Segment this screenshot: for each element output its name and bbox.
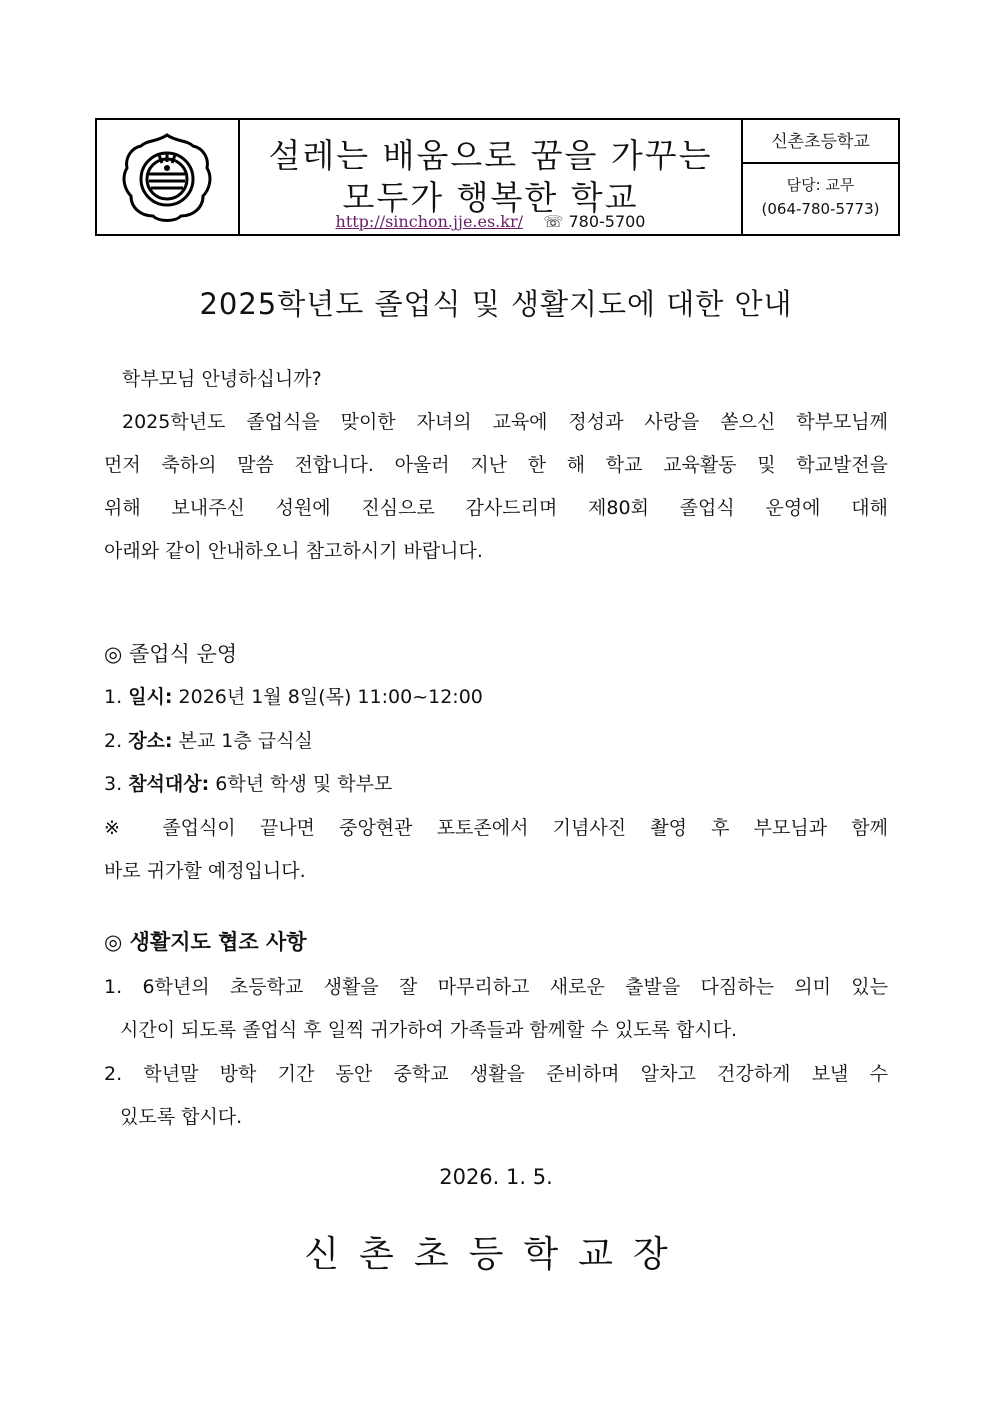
- header-box: [95, 118, 900, 236]
- ceremony-item-time: [104, 684, 888, 710]
- item-label: 일시:: [128, 686, 173, 708]
- phone-icon: ☏: [543, 212, 564, 231]
- item-label: 장소:: [128, 730, 173, 752]
- item-number: 3.: [104, 773, 123, 795]
- guidance-item-1-line-1: 1. 6학년의 초등학교 생활을 잘 마무리하고 새로운 출발을 다짐하는 의미 있는: [104, 976, 888, 998]
- ceremony-item-place: [104, 728, 888, 754]
- intro-line-4: 아래와 같이 안내하오니 참고하시기 바랍니다.: [104, 540, 483, 562]
- ceremony-note-line-1: ※ 졸업식이 끝나면 중앙현관 포토존에서 기념사진 촬영 후 부모님과 함께: [104, 817, 888, 839]
- slogan-line-2: 모두가 행복한 학교: [342, 178, 639, 217]
- document-date: 2026. 1. 5.: [439, 1165, 553, 1189]
- guidance-item-2-line-2: 있도록 합시다.: [120, 1106, 243, 1128]
- principal-signature: 신촌초등학교장: [304, 1234, 688, 1275]
- greeting: 학부모님 안녕하십니까?: [122, 368, 322, 390]
- logo-cell: [97, 120, 240, 234]
- item-value: 2026년 1월 8일(목) 11:00~12:00: [178, 686, 483, 708]
- intro-line-3: 위해 보내주신 성원에 진심으로 감사드리며 제80회 졸업식 운영에 대해: [104, 497, 888, 519]
- school-emblem-icon: [119, 132, 215, 222]
- school-website-link[interactable]: http://sinchon.jje.es.kr/: [335, 212, 523, 231]
- slogan-line-1: 설레는 배움으로 꿈을 가꾸는: [268, 136, 713, 175]
- contact-line: [240, 212, 741, 231]
- school-name: 신촌초등학교: [743, 120, 898, 164]
- item-label: 참석대상:: [128, 773, 210, 795]
- intro-line-1: 2025학년도 졸업식을 맞이한 자녀의 교육에 정성과 사랑을 쏟으신 학부모님께: [122, 411, 888, 433]
- intro-line-2: 먼저 축하의 말씀 전합니다. 아울러 지난 한 해 학교 교육활동 및 학교발전을: [104, 454, 888, 476]
- contact-phone: (064-780-5773): [761, 200, 880, 218]
- item-number: 2.: [104, 730, 123, 752]
- school-phone: 780-5700: [568, 212, 646, 231]
- guidance-heading: ◎ 생활지도 협조 사항: [104, 930, 307, 954]
- ceremony-item-attendees: [104, 771, 888, 797]
- item-value: 6학년 학생 및 학부모: [215, 773, 393, 795]
- info-cell: [743, 120, 898, 234]
- item-value: 본교 1층 급식실: [178, 730, 313, 752]
- ceremony-note-line-2: 바로 귀가할 예정입니다.: [104, 860, 306, 882]
- ceremony-heading: ◎ 졸업식 운영: [104, 642, 238, 666]
- guidance-item-1-line-2: 시간이 되도록 졸업식 후 일찍 귀가하여 가족들과 함께할 수 있도록 합시다.: [120, 1019, 738, 1041]
- contact-person: 담당: 교무: [786, 176, 855, 194]
- slogan-cell: [240, 120, 743, 234]
- guidance-item-2-line-1: 2. 학년말 방학 기간 동안 중학교 생활을 준비하며 알차고 건강하게 보낼 수: [104, 1063, 888, 1085]
- item-number: 1.: [104, 686, 123, 708]
- document-title: 2025학년도 졸업식 및 생활지도에 대한 안내: [199, 287, 793, 321]
